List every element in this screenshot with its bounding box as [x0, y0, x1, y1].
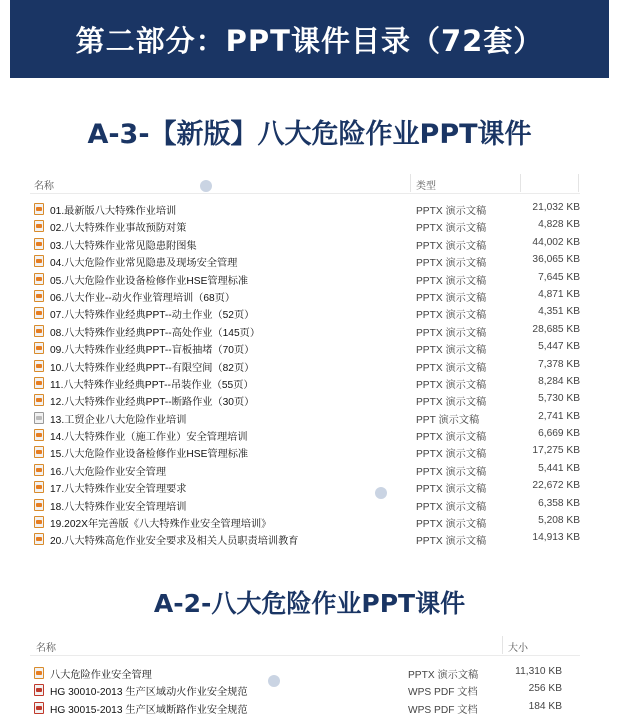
file-name: 03.八大特殊作业常见隐患附图集 [50, 240, 197, 252]
file-size: 7,378 KB [538, 358, 580, 370]
file-type: PPT 演示文稿 [416, 414, 480, 426]
pptx-file-icon [34, 377, 44, 389]
file-name: 18.八大特殊作业安全管理培训 [50, 501, 187, 513]
file-row[interactable] [30, 664, 580, 681]
file-row[interactable] [30, 235, 580, 252]
pptx-file-icon [34, 533, 44, 545]
file-type: PPTX 演示文稿 [416, 240, 487, 252]
pptx-file-icon [34, 516, 44, 528]
file-size: 5,208 KB [538, 515, 580, 527]
file-row[interactable] [30, 530, 580, 547]
file-row[interactable] [30, 287, 580, 304]
file-name: 07.八大特殊作业经典PPT--动土作业（52页） [50, 310, 255, 322]
file-row[interactable] [30, 681, 580, 698]
file-row[interactable] [30, 443, 580, 460]
file-row[interactable] [30, 322, 580, 339]
file-size: 7,645 KB [538, 271, 580, 283]
file-name: 14.八大特殊作业（施工作业）安全管理培训 [50, 432, 248, 444]
file-size: 184 KB [528, 700, 562, 712]
column-header-type[interactable]: 类型 [416, 181, 436, 192]
file-type: PPTX 演示文稿 [416, 536, 487, 548]
pdf-file-icon [34, 684, 44, 696]
watermark-icon [268, 675, 280, 687]
column-header-size[interactable]: 大小 [508, 643, 528, 654]
banner-title: 第二部分：PPT课件目录（72套） [75, 23, 544, 58]
file-row[interactable] [30, 699, 580, 716]
pptx-file-icon [34, 360, 44, 372]
file-type: PPTX 演示文稿 [416, 345, 487, 357]
file-size: 4,871 KB [538, 288, 580, 300]
file-size: 5,730 KB [538, 393, 580, 405]
file-type: PPTX 演示文稿 [416, 292, 487, 304]
list-header [30, 634, 580, 656]
watermark-icon [375, 487, 387, 499]
file-row[interactable] [30, 217, 580, 234]
file-size: 6,669 KB [538, 428, 580, 440]
file-name: 13.工贸企业八大危险作业培训 [50, 414, 187, 426]
file-type: PPTX 演示文稿 [416, 362, 487, 374]
ppt-file-icon [34, 412, 44, 424]
file-name: 01.最新版八大特殊作业培训 [50, 206, 177, 217]
watermark-icon [200, 180, 212, 192]
pptx-file-icon [34, 394, 44, 406]
file-row[interactable] [30, 357, 580, 374]
file-type: PPTX 演示文稿 [416, 223, 487, 235]
file-type: PPTX 演示文稿 [416, 501, 487, 513]
file-row[interactable] [30, 252, 580, 269]
column-header-name[interactable]: 名称 [34, 181, 54, 192]
file-row[interactable] [30, 304, 580, 321]
pptx-file-icon [34, 464, 44, 476]
file-row[interactable] [30, 478, 580, 495]
file-name: 11.八大特殊作业经典PPT--吊装作业（55页） [50, 379, 254, 391]
file-size: 2,741 KB [538, 410, 580, 422]
pptx-file-icon [34, 290, 44, 302]
list-header [30, 172, 580, 194]
pptx-file-icon [34, 273, 44, 285]
file-name: 06.八大作业--动火作业管理培训（68页） [50, 292, 236, 304]
file-type: PPTX 演示文稿 [416, 327, 487, 339]
file-row[interactable] [30, 200, 580, 217]
file-size: 44,002 KB [532, 236, 580, 248]
column-header-name[interactable]: 名称 [36, 643, 56, 654]
file-type: PPTX 演示文稿 [416, 258, 487, 270]
file-row[interactable] [30, 513, 580, 530]
file-type: PPTX 演示文稿 [416, 379, 487, 391]
file-name: 20.八大特殊高危作业安全要求及相关人员职责培训教育 [50, 536, 299, 548]
file-row[interactable] [30, 339, 580, 356]
file-row[interactable] [30, 374, 580, 391]
pptx-file-icon [34, 325, 44, 337]
file-size: 11,310 KB [515, 666, 562, 677]
file-row[interactable] [30, 426, 580, 443]
pptx-file-icon [34, 342, 44, 354]
file-name: 05.八大危险作业设备检修作业HSE管理标准 [50, 275, 249, 287]
file-type: PPTX 演示文稿 [416, 206, 487, 217]
column-divider[interactable] [410, 174, 411, 192]
column-divider[interactable] [502, 636, 503, 654]
file-rows [30, 664, 580, 716]
file-name: 08.八大特殊作业经典PPT--高处作业（145页） [50, 327, 261, 339]
pptx-file-icon [34, 255, 44, 267]
file-size: 6,358 KB [538, 497, 580, 509]
file-size: 36,065 KB [532, 254, 580, 266]
file-type: PPTX 演示文稿 [416, 466, 487, 478]
pptx-file-icon [34, 203, 44, 215]
file-type: PPTX 演示文稿 [416, 449, 487, 461]
file-name: 15.八大危险作业设备检修作业HSE管理标准 [50, 449, 249, 461]
section-title-a3: A-3-【新版】八大危险作业PPT课件 [87, 119, 532, 150]
column-divider[interactable] [520, 174, 521, 192]
section-title-a2: A-2-八大危险作业PPT课件 [153, 589, 466, 618]
file-name: 16.八大危险作业安全管理 [50, 466, 167, 478]
file-name: 八大危险作业安全管理 [50, 670, 152, 681]
file-size: 21,032 KB [532, 202, 580, 213]
file-list-a3 [30, 172, 580, 548]
file-name: 17.八大特殊作业安全管理要求 [50, 484, 187, 496]
column-divider[interactable] [578, 174, 579, 192]
file-size: 5,441 KB [538, 462, 580, 474]
pptx-file-icon [34, 429, 44, 441]
file-row[interactable] [30, 496, 580, 513]
file-name: HG 30010-2013 生产区域动火作业安全规范 [50, 687, 248, 699]
file-name: 19.202X年完善版《八大特殊作业安全管理培训》 [50, 519, 272, 531]
pptx-file-icon [34, 238, 44, 250]
file-rows [30, 200, 580, 548]
file-type: WPS PDF 文档 [408, 687, 478, 699]
file-size: 28,685 KB [532, 323, 580, 335]
file-name: HG 30015-2013 生产区域断路作业安全规范 [50, 704, 248, 716]
file-name: 04.八大危险作业常见隐患及现场安全管理 [50, 258, 238, 270]
file-type: PPTX 演示文稿 [416, 484, 487, 496]
file-size: 8,284 KB [538, 375, 580, 387]
file-size: 256 KB [528, 683, 562, 695]
file-row[interactable] [30, 391, 580, 408]
header-banner [10, 0, 609, 78]
pptx-file-icon [34, 667, 44, 679]
file-type: PPTX 演示文稿 [416, 432, 487, 444]
file-list-a2 [30, 634, 580, 716]
pptx-file-icon [34, 307, 44, 319]
file-size: 4,351 KB [538, 306, 580, 318]
file-size: 14,913 KB [532, 532, 580, 544]
file-row[interactable] [30, 270, 580, 287]
file-type: WPS PDF 文档 [408, 704, 478, 716]
file-name: 09.八大特殊作业经典PPT--盲板抽堵（70页） [50, 345, 255, 357]
file-name: 10.八大特殊作业经典PPT--有限空间（82页） [50, 362, 255, 374]
pptx-file-icon [34, 481, 44, 493]
pptx-file-icon [34, 499, 44, 511]
file-size: 4,828 KB [538, 219, 580, 231]
file-type: PPTX 演示文稿 [416, 397, 487, 409]
file-type: PPTX 演示文稿 [416, 310, 487, 322]
file-size: 5,447 KB [538, 341, 580, 353]
file-name: 12.八大特殊作业经典PPT--断路作业（30页） [50, 397, 255, 409]
pptx-file-icon [34, 220, 44, 232]
file-row[interactable] [30, 461, 580, 478]
file-row[interactable] [30, 409, 580, 426]
file-type: PPTX 演示文稿 [408, 670, 479, 681]
pdf-file-icon [34, 702, 44, 714]
file-name: 02.八大特殊作业事故预防对策 [50, 223, 187, 235]
pptx-file-icon [34, 446, 44, 458]
file-size: 22,672 KB [532, 480, 580, 492]
file-type: PPTX 演示文稿 [416, 275, 487, 287]
file-type: PPTX 演示文稿 [416, 519, 487, 531]
file-size: 17,275 KB [532, 445, 580, 457]
